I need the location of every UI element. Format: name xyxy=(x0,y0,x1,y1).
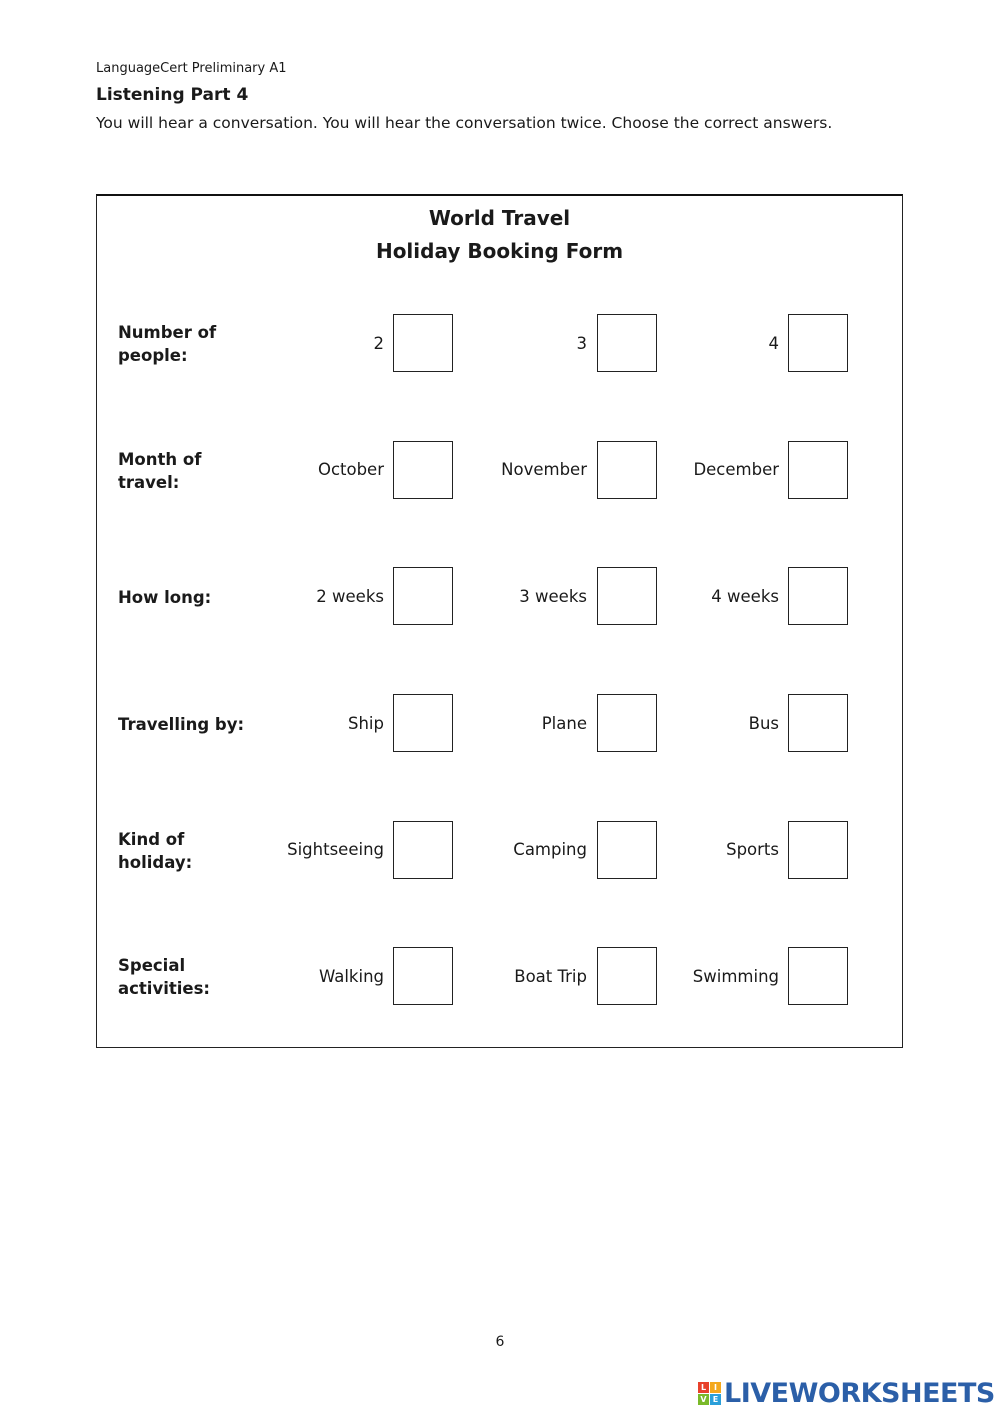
option-label: October xyxy=(317,460,384,479)
row-label: Travelling by: xyxy=(118,715,245,734)
option-label: 2 xyxy=(373,334,384,353)
row-label: Number of people: xyxy=(118,323,217,365)
brand-text: LIVEWORKSHEETS xyxy=(724,1377,995,1409)
option-label: 3 weeks xyxy=(519,587,587,606)
brand-icon-letter: I xyxy=(710,1382,721,1393)
brand-icon-letter: E xyxy=(710,1394,721,1405)
answer-checkbox[interactable] xyxy=(788,567,848,625)
form-subtitle: Holiday Booking Form xyxy=(375,239,624,263)
option-label: Boat Trip xyxy=(514,967,587,986)
option-label: 3 xyxy=(576,334,587,353)
brand-grid-icon xyxy=(698,1382,721,1405)
option-label: Walking xyxy=(318,967,384,986)
option-label: 4 xyxy=(768,334,779,353)
instructions: You will hear a conversation. You will hear the conversation twice. Choose the correct answers. xyxy=(96,114,833,132)
option-label: Ship xyxy=(348,714,384,733)
row-label: Special activities: xyxy=(118,956,211,998)
option-label: Swimming xyxy=(692,967,779,986)
answer-checkbox[interactable] xyxy=(788,947,848,1005)
page-number: 6 xyxy=(495,1334,505,1350)
row-label: Month of travel: xyxy=(118,450,202,492)
option-label: Sightseeing xyxy=(287,840,384,859)
liveworksheets-logo[interactable] xyxy=(698,1376,995,1410)
answer-checkbox[interactable] xyxy=(788,821,848,879)
option-label: December xyxy=(693,460,779,479)
row-label: How long: xyxy=(118,588,212,607)
option-label: November xyxy=(501,460,587,479)
option-label: Sports xyxy=(726,840,779,859)
exam-title: LanguageCert Preliminary A1 xyxy=(96,61,287,76)
answer-checkbox[interactable] xyxy=(788,314,848,372)
option-label: 2 weeks xyxy=(316,587,384,606)
option-label: Plane xyxy=(541,714,587,733)
brand-icon-letter: V xyxy=(698,1394,709,1405)
form-title: World Travel xyxy=(428,206,571,230)
option-label: Camping xyxy=(513,840,587,859)
answer-checkbox[interactable] xyxy=(788,441,848,499)
option-label: Bus xyxy=(748,714,779,733)
option-label: 4 weeks xyxy=(711,587,779,606)
booking-form xyxy=(96,194,903,1048)
brand-icon-letter: L xyxy=(698,1382,709,1393)
row-label: Kind of holiday: xyxy=(118,830,193,872)
answer-checkbox[interactable] xyxy=(788,694,848,752)
part-heading: Listening Part 4 xyxy=(96,85,249,105)
